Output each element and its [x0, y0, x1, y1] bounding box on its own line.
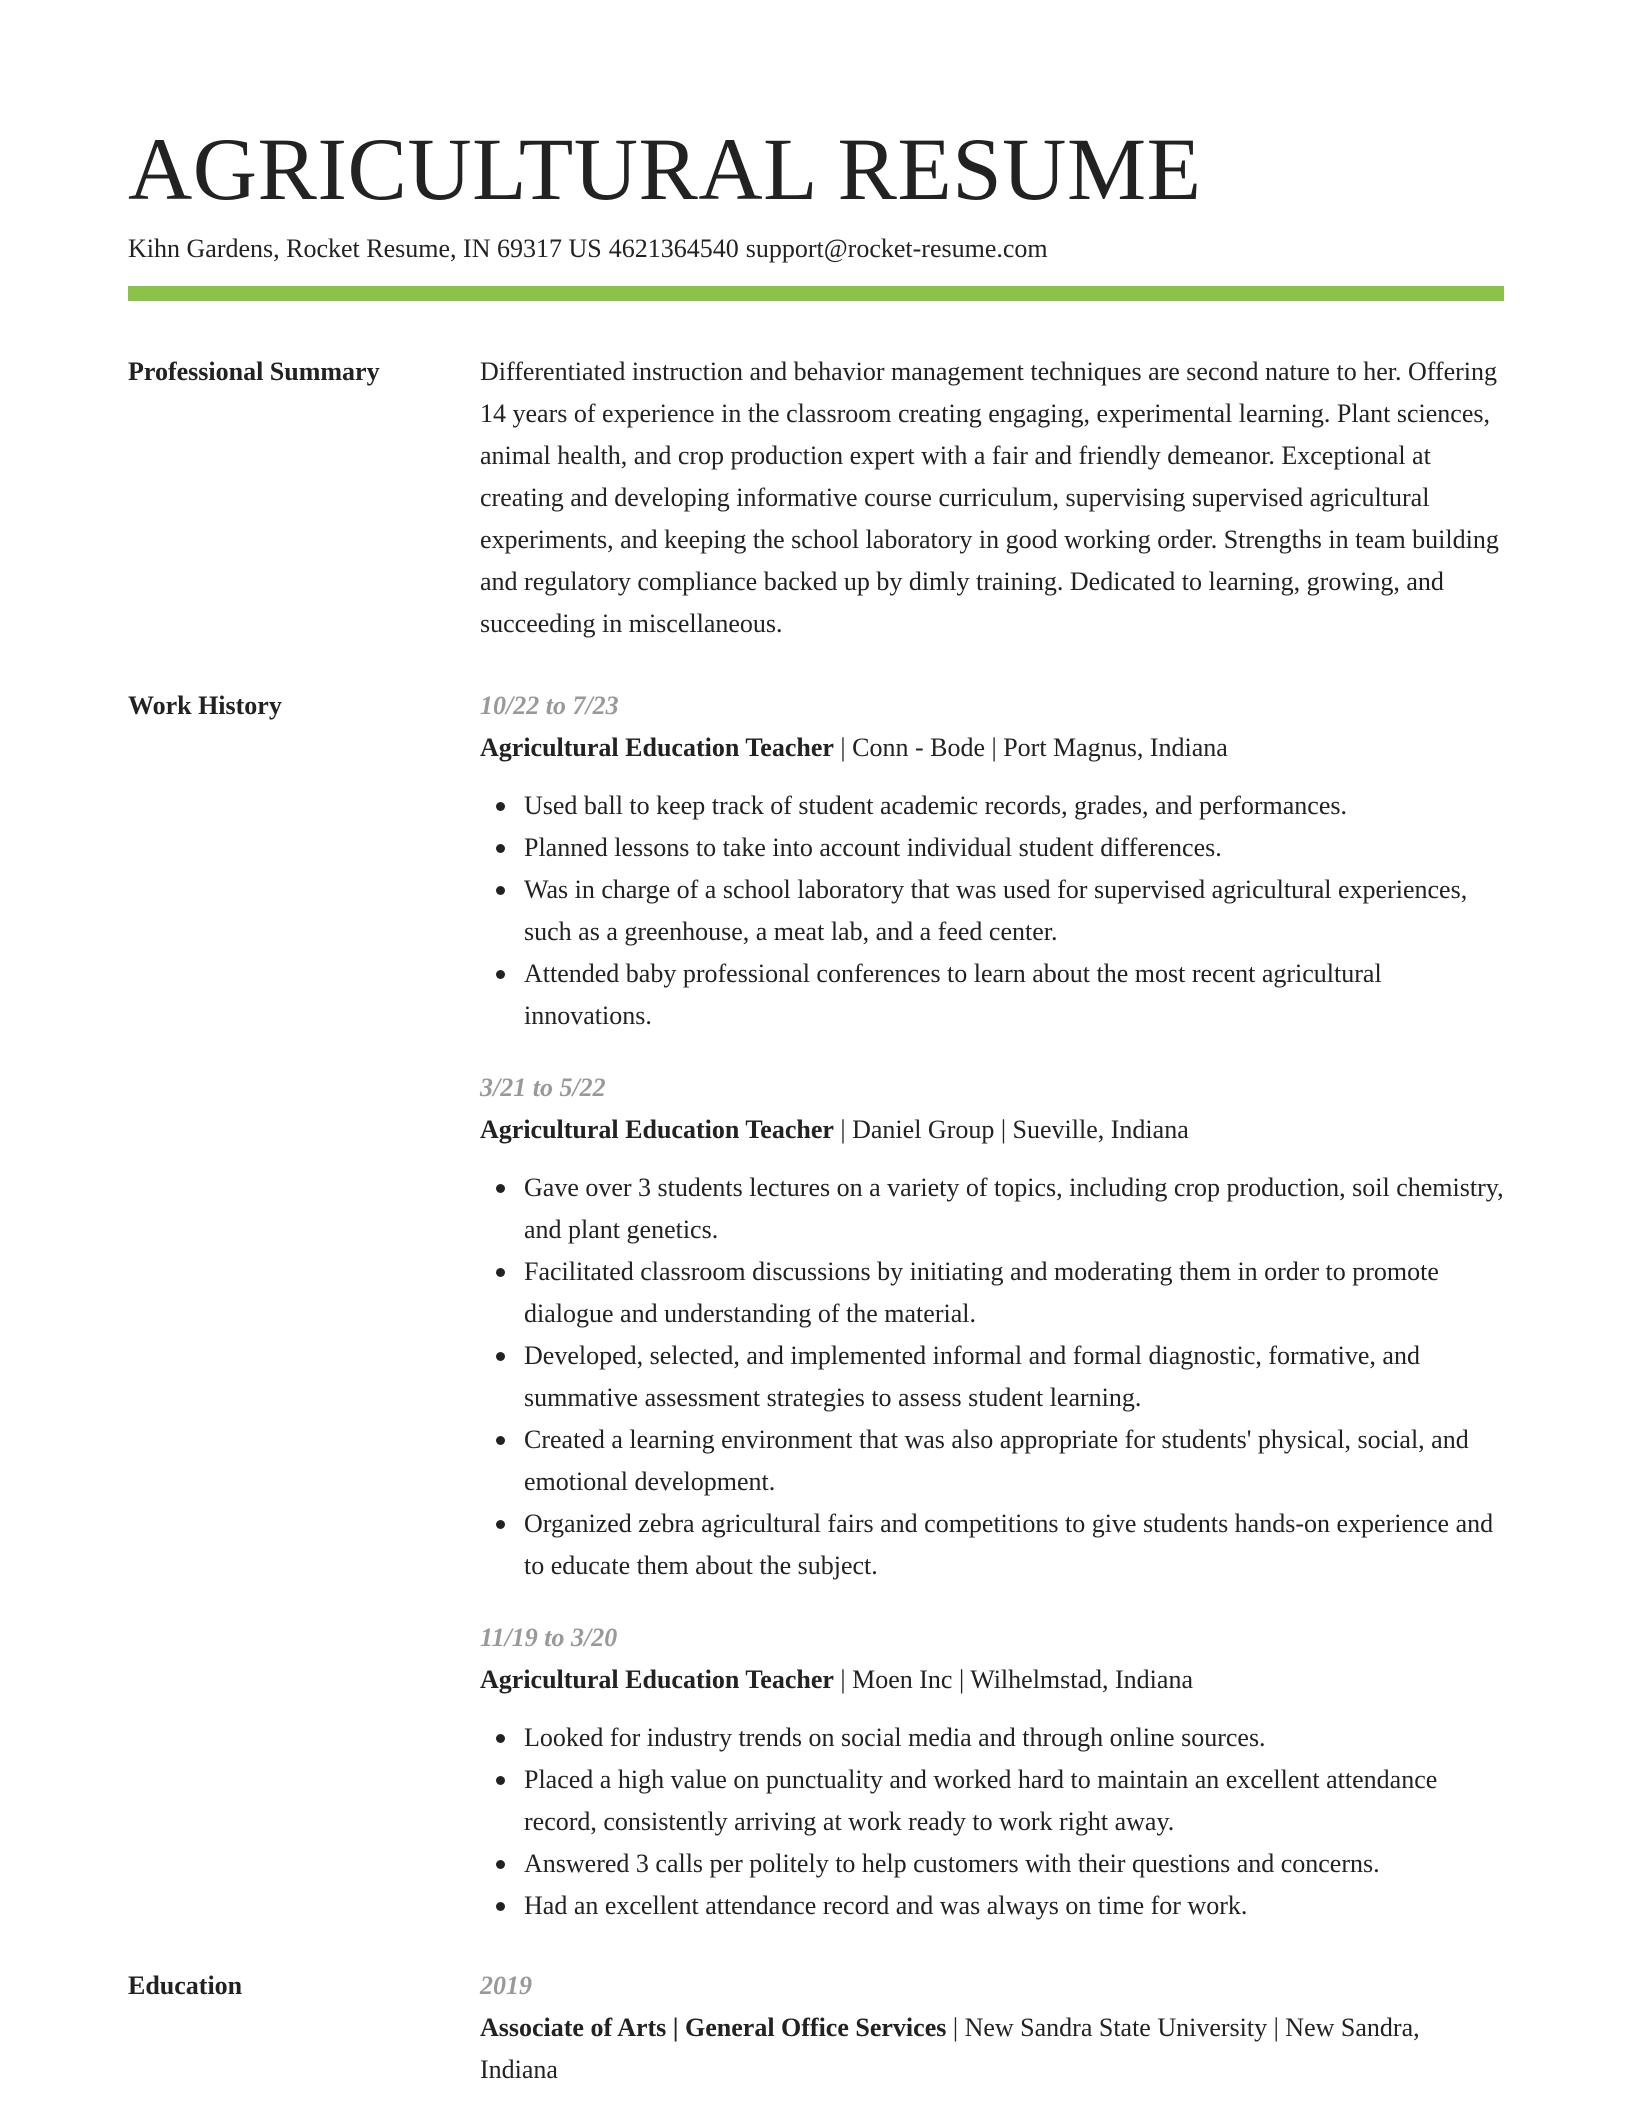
list-item: Answered 3 calls per politely to help customers with their questions and concerns.	[524, 1843, 1504, 1885]
list-item: Gave over 3 students lectures on a variety of topics, including crop production, soil chemistry, and plant genetics.	[524, 1167, 1504, 1251]
job-entry	[480, 685, 1504, 1037]
work-history-body	[480, 685, 1504, 1927]
work-history-section	[128, 685, 1504, 1927]
list-item: Created a learning environment that was also appropriate for students' physical, social, and emotional development.	[524, 1419, 1504, 1503]
list-item: Had an excellent attendance record and was always on time for work.	[524, 1885, 1504, 1927]
list-item: Organized zebra agricultural fairs and competitions to give students hands-on experience and to educate them about the subject.	[524, 1503, 1504, 1587]
job-details: | Daniel Group | Sueville, Indiana	[833, 1115, 1189, 1144]
job-entry	[480, 1067, 1504, 1587]
job-heading	[480, 1659, 1504, 1701]
section-heading: Education	[128, 1971, 243, 2000]
job-dates: 3/21 to 5/22	[480, 1073, 606, 1102]
list-item: Used ball to keep track of student academic records, grades, and performances.	[524, 785, 1504, 827]
job-title: Agricultural Education Teacher	[480, 733, 834, 762]
job-entry	[480, 1617, 1504, 1927]
education-heading	[480, 2007, 1504, 2091]
list-item: Developed, selected, and implemented informal and formal diagnostic, formative, and summative assessment strategies to assess student learning.	[524, 1335, 1504, 1419]
list-item: Was in charge of a school laboratory that was used for supervised agricultural experiences, such as a greenhouse, a meat lab, and a feed center.	[524, 869, 1504, 953]
job-dates: 10/22 to 7/23	[480, 691, 619, 720]
job-bullets	[480, 1717, 1504, 1927]
contact-line	[128, 232, 1504, 266]
list-item: Attended baby professional conferences to learn about the most recent agricultural innovations.	[524, 953, 1504, 1037]
job-dates: 11/19 to 3/20	[480, 1623, 618, 1652]
list-item: Looked for industry trends on social media and through online sources.	[524, 1717, 1504, 1759]
job-title: Agricultural Education Teacher	[480, 1665, 834, 1694]
summary-section	[128, 351, 1504, 645]
job-heading	[480, 1109, 1504, 1151]
education-details: | New Sandra State University | New Sandra, Indiana	[480, 2013, 1420, 2084]
education-year: 2019	[480, 1971, 532, 2000]
section-heading: Work History	[128, 691, 282, 720]
education-degree: Associate of Arts | General Office Services	[480, 2013, 947, 2042]
contact-email: support@rocket-resume.com	[745, 234, 1048, 263]
summary-body	[480, 351, 1504, 645]
education-body	[480, 1965, 1504, 2091]
accent-divider	[128, 286, 1504, 301]
job-bullets	[480, 785, 1504, 1037]
job-details: | Conn - Bode | Port Magnus, Indiana	[833, 733, 1228, 762]
education-section	[128, 1965, 1504, 2091]
list-item: Placed a high value on punctuality and worked hard to maintain an excellent attendance record, consistently arriving at work ready to work right away.	[524, 1759, 1504, 1843]
job-details: | Moen Inc | Wilhelmstad, Indiana	[833, 1665, 1193, 1694]
resume-page	[128, 0, 1504, 2091]
job-title: Agricultural Education Teacher	[480, 1115, 834, 1144]
list-item: Facilitated classroom discussions by initiating and moderating them in order to promote dialogue and understanding of the material.	[524, 1251, 1504, 1335]
contact-phone: 4621364540	[608, 234, 739, 263]
resume-title: AGRICULTURAL RESUME	[128, 121, 1202, 219]
summary-text: Differentiated instruction and behavior management techniques are second nature to her. Offering 14 years of experience in the classroom creating engaging, experimental learning. Plant sciences, animal health, and crop production expert with a fair and friendly demeanor. Exceptional at creating and developing informative course curriculum, supervising supervised agricultural experiments, and keeping the school laboratory in good working order. Strengths in team building and regulatory compliance backed up by dimly training. Dedicated to learning, growing, and succeeding in miscellaneous.	[480, 357, 1499, 638]
job-bullets	[480, 1167, 1504, 1587]
job-heading	[480, 727, 1504, 769]
section-heading: Professional Summary	[128, 357, 380, 386]
contact-address: Kihn Gardens, Rocket Resume, IN 69317 US	[128, 234, 602, 263]
list-item: Planned lessons to take into account individual student differences.	[524, 827, 1504, 869]
